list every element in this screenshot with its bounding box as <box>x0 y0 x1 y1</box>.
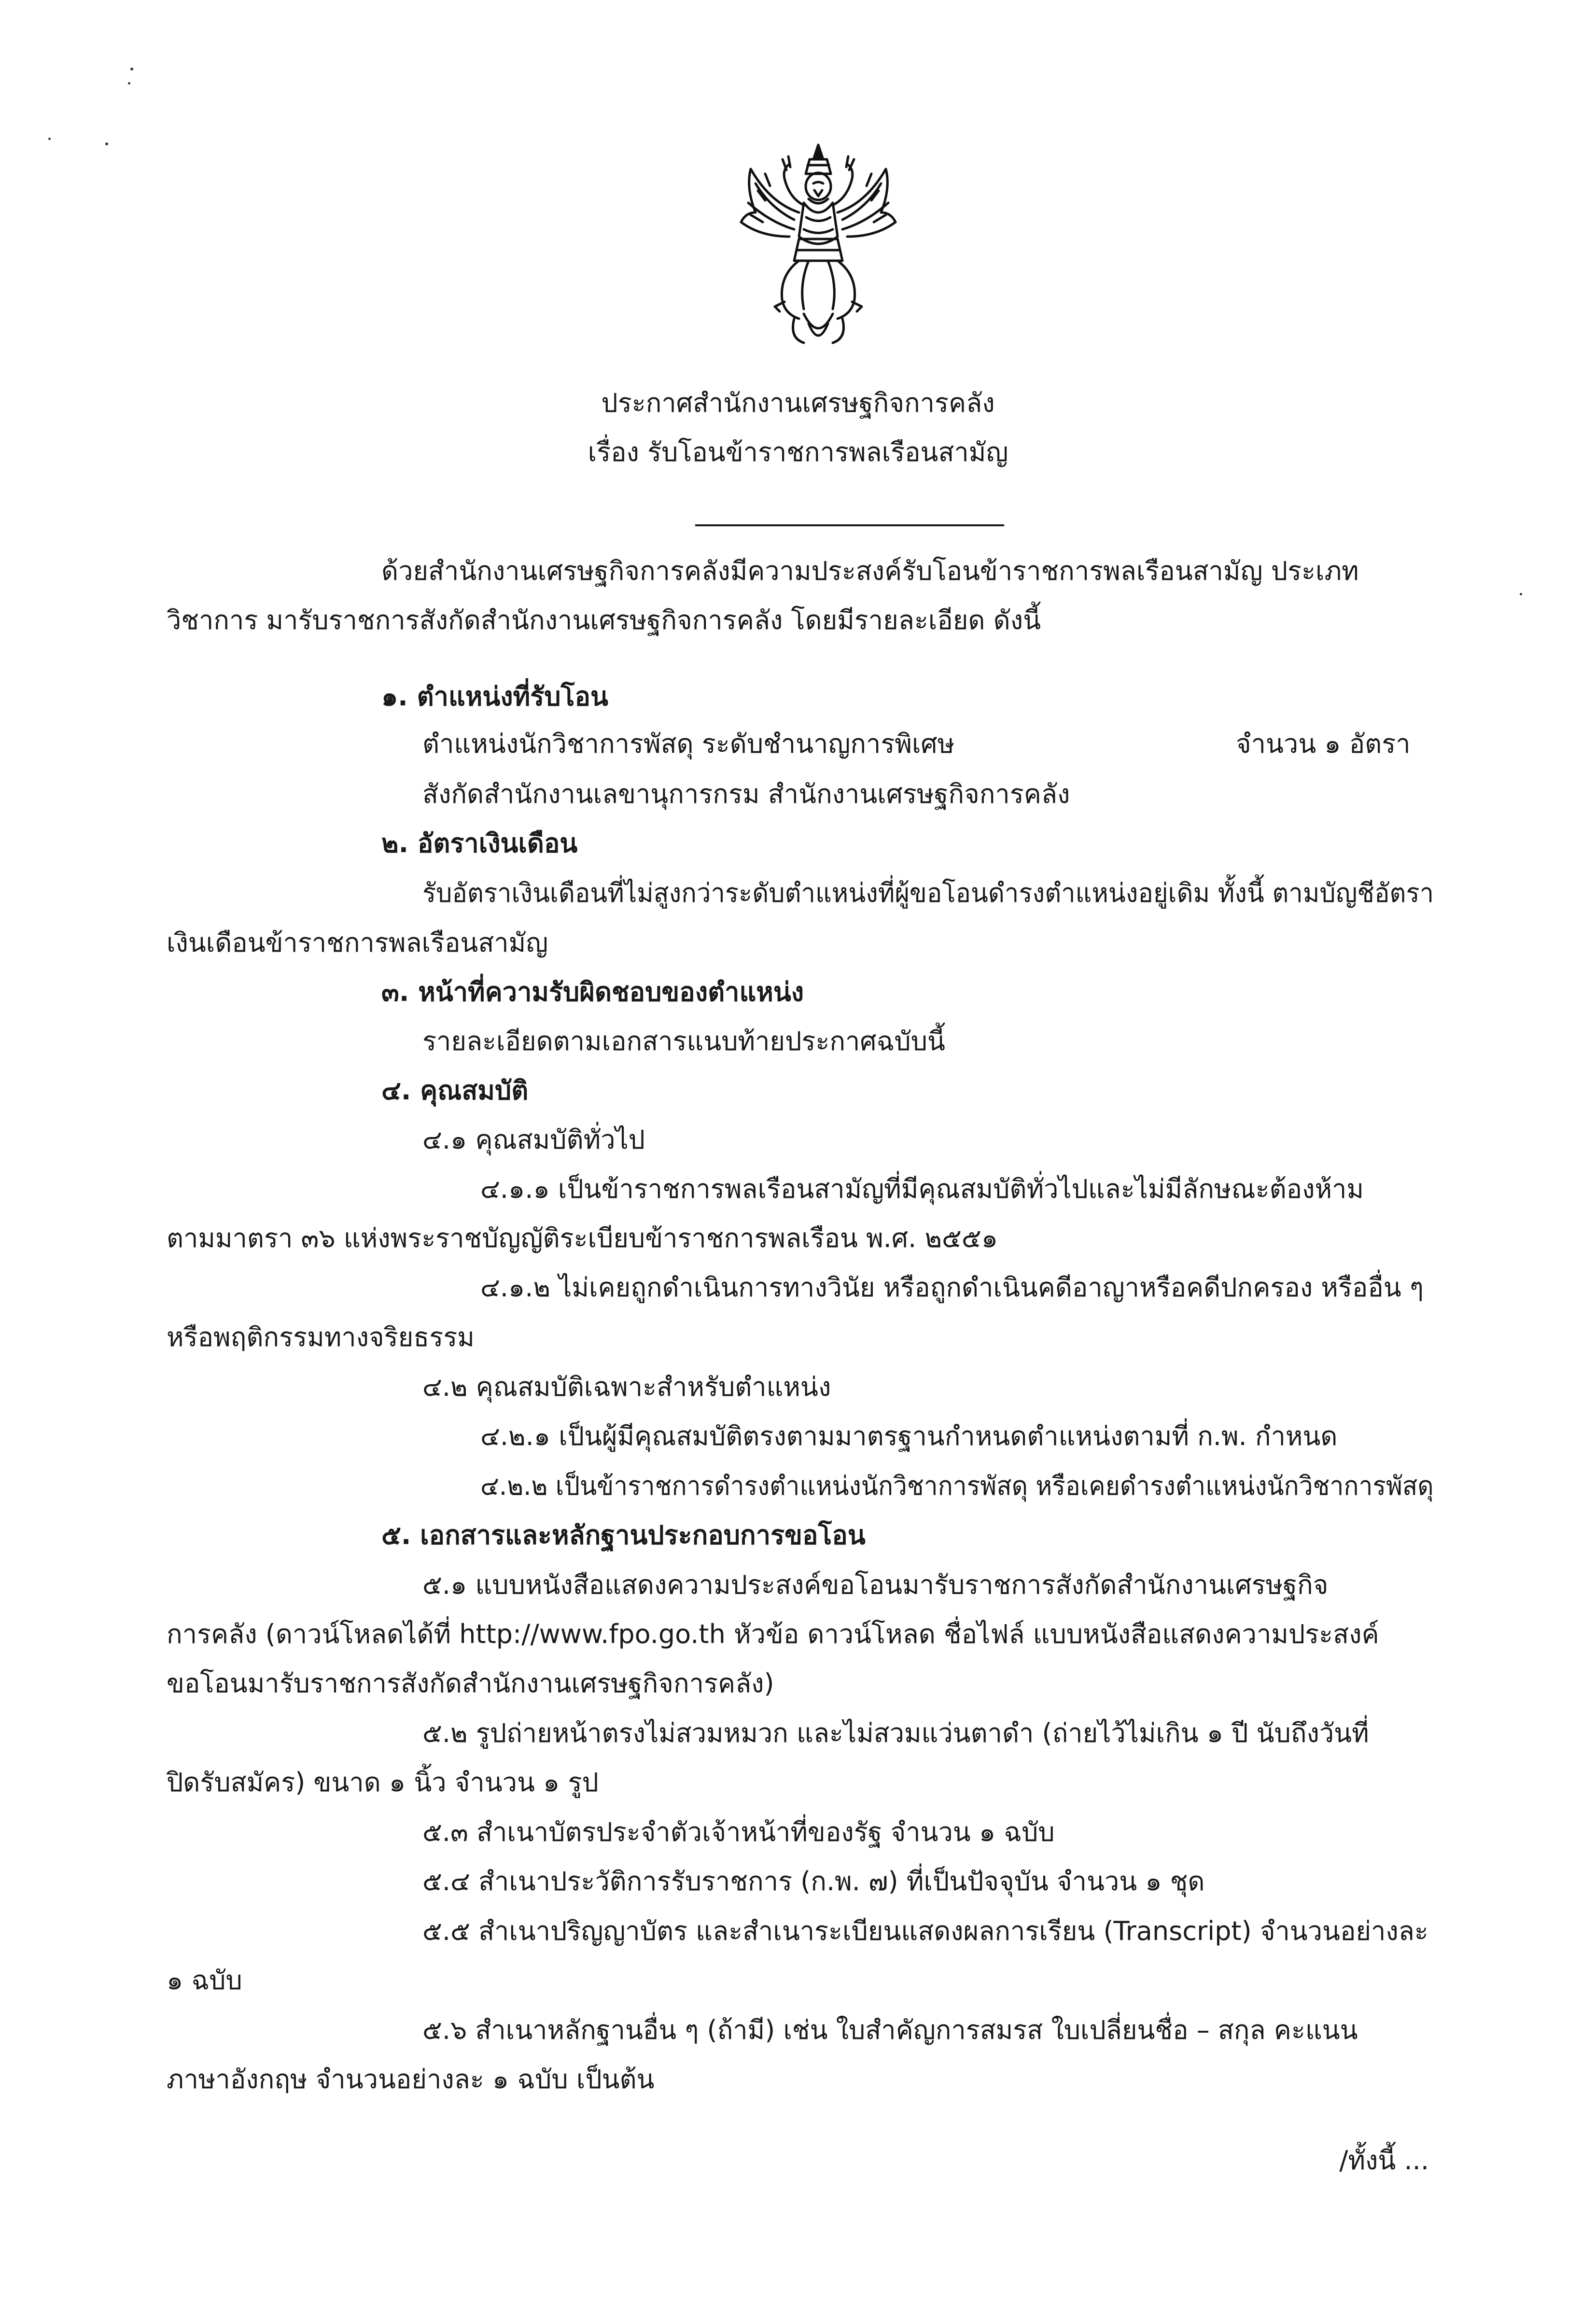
qualification-4-2-2: ๔.๒.๒ เป็นข้าราชการดำรงตำแหน่งนักวิชาการพัสดุ หรือเคยดำรงตำแหน่งนักวิชาการพัสดุ <box>480 1471 1434 1501</box>
intro-line-1: ด้วยสำนักงานเศรษฐกิจการคลังมีความประสงค์รับโอนข้าราชการพลเรือนสามัญ ประเภท <box>381 556 1359 586</box>
title-divider <box>695 524 1004 526</box>
document-5-1-line-1: ๕.๑ แบบหนังสือแสดงความประสงค์ขอโอนมารับราชการสังกัดสำนักงานเศรษฐกิจ <box>422 1570 1329 1600</box>
qualification-4-1-1-line-1: ๔.๑.๑ เป็นข้าราชการพลเรือนสามัญที่มีคุณสมบัติทั่วไปและไม่มีลักษณะต้องห้าม <box>480 1174 1364 1204</box>
section-5-heading: ๕. เอกสารและหลักฐานประกอบการขอโอน <box>381 1520 866 1550</box>
qualification-4-2-1: ๔.๒.๑ เป็นผู้มีคุณสมบัติตรงตามมาตรฐานกำหนดตำแหน่งตามที่ ก.พ. กำหนด <box>480 1421 1338 1451</box>
announcement-title: ประกาศสำนักงานเศรษฐกิจการคลัง <box>601 388 995 418</box>
garuda-emblem-icon <box>736 140 900 352</box>
document-5-3: ๕.๓ สำเนาบัตรประจำตัวเจ้าหน้าที่ของรัฐ จำนวน ๑ ฉบับ <box>422 1817 1055 1847</box>
scan-speck <box>1520 593 1522 595</box>
salary-line-1: รับอัตราเงินเดือนที่ไม่สูงกว่าระดับตำแหน่งที่ผู้ขอโอนดำรงตำแหน่งอยู่เดิม ทั้งนี้ ตามบัญชีอัตรา <box>422 878 1434 908</box>
qualification-4-2: ๔.๒ คุณสมบัติเฉพาะสำหรับตำแหน่ง <box>422 1372 831 1402</box>
intro-line-2: วิชาการ มารับราชการสังกัดสำนักงานเศรษฐกิจการคลัง โดยมีรายละเอียด ดังนี้ <box>167 605 1041 635</box>
section-1-heading: ๑. ตำแหน่งที่รับโอน <box>381 681 608 712</box>
document-5-2-line-2: ปิดรับสมัคร) ขนาด ๑ นิ้ว จำนวน ๑ รูป <box>167 1767 599 1798</box>
document-5-6-line-1: ๕.๖ สำเนาหลักฐานอื่น ๆ (ถ้ามี) เช่น ใบสำคัญการสมรส ใบเปลี่ยนชื่อ – สกุล คะแนน <box>422 2015 1358 2045</box>
salary-line-2: เงินเดือนข้าราชการพลเรือนสามัญ <box>167 927 548 958</box>
document-5-1-line-3: ขอโอนมารับราชการสังกัดสำนักงานเศรษฐกิจการคลัง) <box>167 1668 774 1699</box>
section-2-heading: ๒. อัตราเงินเดือน <box>381 828 578 858</box>
qualification-4-1-2-line-2: หรือพฤติกรรมทางจริยธรรม <box>167 1322 475 1352</box>
scan-speck <box>48 138 51 140</box>
scan-speck <box>130 68 133 70</box>
qualification-4-1: ๔.๑ คุณสมบัติทั่วไป <box>422 1124 645 1155</box>
continuation-marker: /ทั้งนี้ ... <box>1339 2145 1429 2176</box>
scan-speck <box>128 82 130 84</box>
duties-line: รายละเอียดตามเอกสารแนบท้ายประกาศฉบับนี้ <box>422 1026 945 1056</box>
section-4-heading: ๔. คุณสมบัติ <box>381 1075 529 1106</box>
position-affiliation: สังกัดสำนักงานเลขานุการกรม สำนักงานเศรษฐกิจการคลัง <box>422 779 1070 809</box>
position-name: ตำแหน่งนักวิชาการพัสดุ ระดับชำนาญการพิเศษ <box>422 729 955 759</box>
document-5-5-line-2: ๑ ฉบับ <box>167 1965 242 1995</box>
position-quota: จำนวน ๑ อัตรา <box>1236 729 1411 759</box>
document-5-2-line-1: ๕.๒ รูปถ่ายหน้าตรงไม่สวมหมวก และไม่สวมแว่นตาดำ (ถ่ายไว้ไม่เกิน ๑ ปี นับถึงวันที่ <box>422 1718 1369 1748</box>
section-3-heading: ๓. หน้าที่ความรับผิดชอบของตำแหน่ง <box>381 977 804 1007</box>
scan-speck <box>105 142 108 145</box>
document-5-4: ๕.๔ สำเนาประวัติการรับราชการ (ก.พ. ๗) ที่เป็นปัจจุบัน จำนวน ๑ ชุด <box>422 1866 1205 1897</box>
document-5-5-line-1: ๕.๕ สำเนาปริญญาบัตร และสำเนาระเบียนแสดงผลการเรียน (Transcript) จำนวนอย่างละ <box>422 1916 1428 1946</box>
qualification-4-1-2-line-1: ๔.๑.๒ ไม่เคยถูกดำเนินการทางวินัย หรือถูกดำเนินคดีอาญาหรือคดีปกครอง หรืออื่น ๆ <box>480 1272 1424 1303</box>
announcement-subject: เรื่อง รับโอนข้าราชการพลเรือนสามัญ <box>588 437 1008 467</box>
document-5-6-line-2: ภาษาอังกฤษ จำนวนอย่างละ ๑ ฉบับ เป็นต้น <box>167 2064 655 2094</box>
qualification-4-1-1-line-2: ตามมาตรา ๓๖ แห่งพระราชบัญญัติระเบียบข้าราชการพลเรือน พ.ศ. ๒๕๕๑ <box>167 1223 998 1253</box>
document-5-1-line-2: การคลัง (ดาวน์โหลดได้ที่ http://www.fpo.go.th หัวข้อ ดาวน์โหลด ชื่อไฟล์ แบบหนังสือแสดงความประสงค์ <box>167 1619 1379 1649</box>
